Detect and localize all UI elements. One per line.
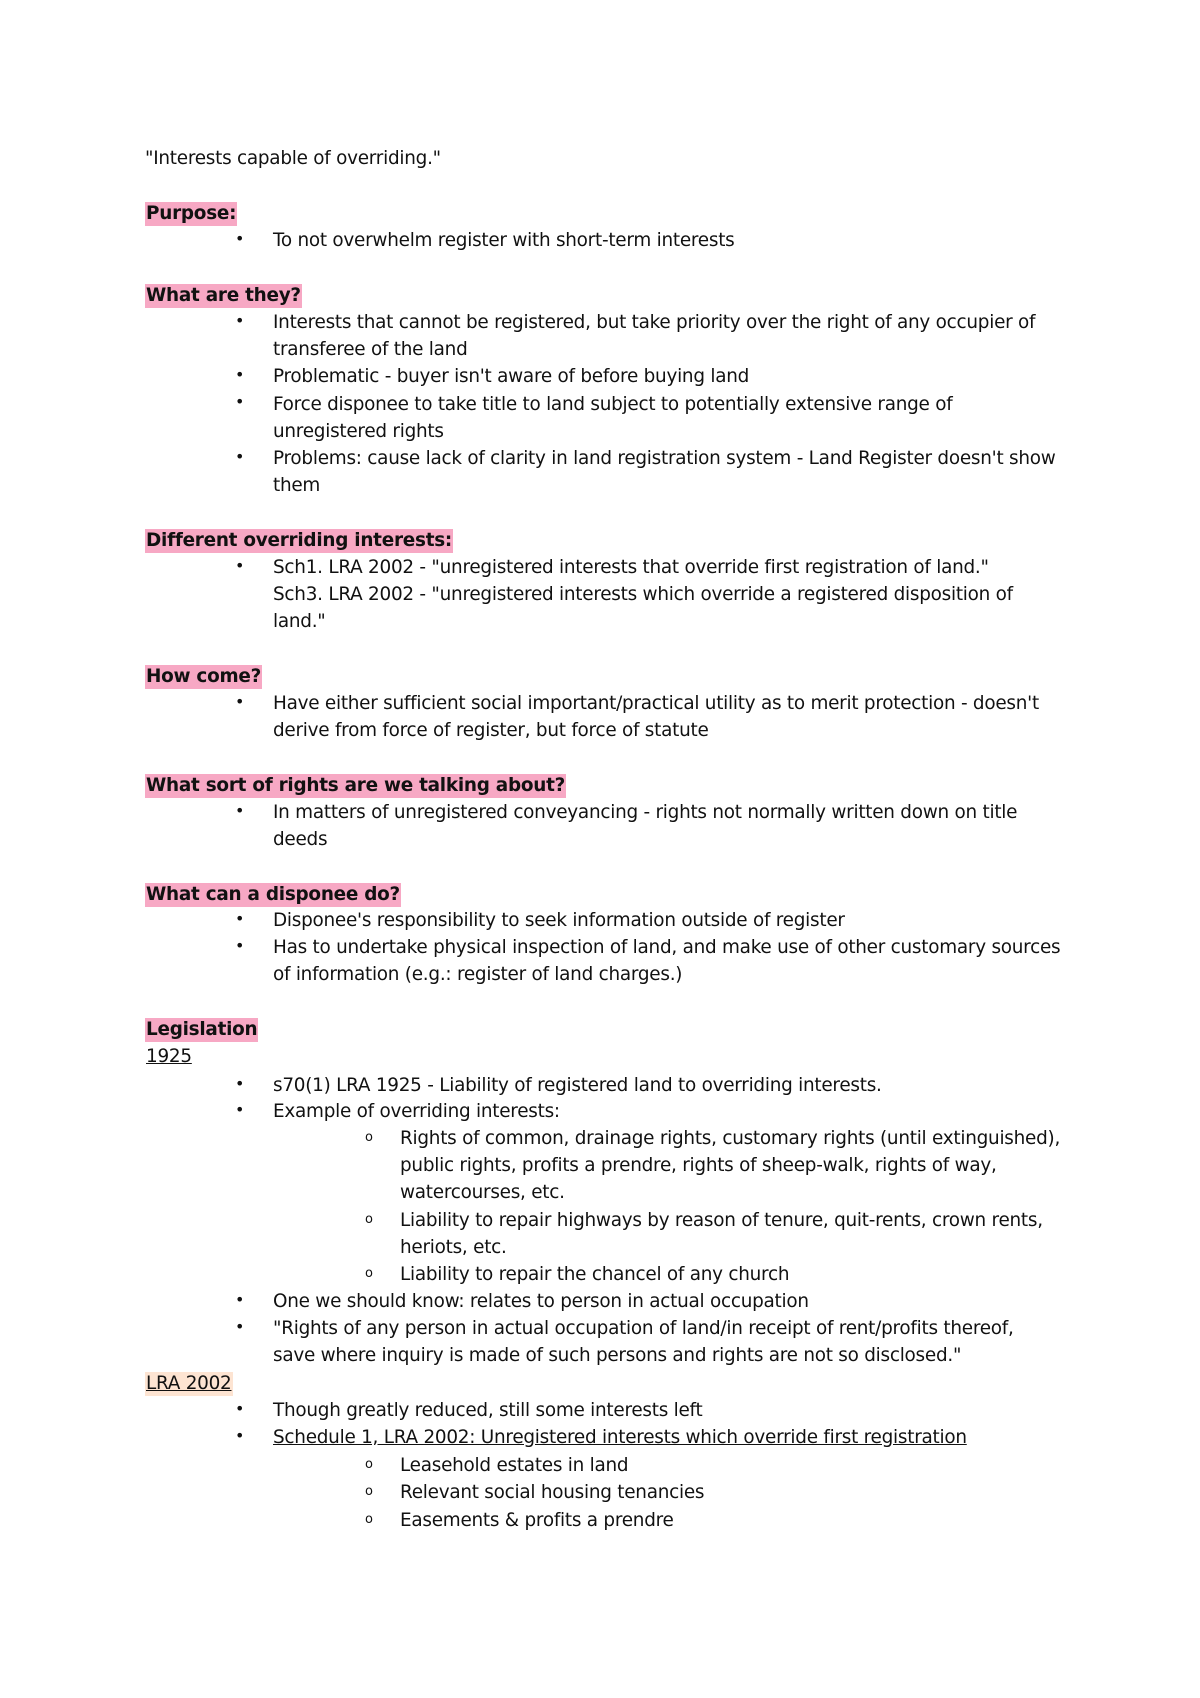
- list-item-continuation: them: [273, 475, 321, 496]
- sub-bullet-icon: o: [365, 1130, 373, 1145]
- bullet-icon: •: [235, 365, 245, 384]
- bullet-icon: •: [235, 1399, 245, 1418]
- document-title: "Interests capable of overriding.": [145, 148, 441, 169]
- list-item-continuation: land.": [273, 611, 326, 632]
- list-item: Interests that cannot be registered, but take priority over the right of any occupier of: [273, 312, 1036, 333]
- sub-list-item: Relevant social housing tenancies: [400, 1482, 705, 1503]
- sub-bullet-icon: o: [365, 1212, 373, 1227]
- schedule-1-heading: Schedule 1, LRA 2002: Unregistered interests which override first registration: [273, 1427, 967, 1448]
- heading-purpose: Purpose:: [146, 203, 237, 224]
- list-item-continuation: unregistered rights: [273, 421, 444, 442]
- bullet-icon: •: [235, 392, 245, 411]
- bullet-icon: •: [235, 692, 245, 711]
- list-item: Disponee's responsibility to seek information outside of register: [273, 910, 845, 931]
- sub-list-item: Leasehold estates in land: [400, 1455, 629, 1476]
- sub-list-item: Rights of common, drainage rights, customary rights (until extinguished),: [400, 1128, 1061, 1149]
- list-item-continuation: deeds: [273, 829, 328, 850]
- heading-what-sort-of-rights: What sort of rights are we talking about?: [146, 775, 566, 796]
- bullet-icon: •: [235, 1074, 245, 1093]
- sub-list-item-continuation: public rights, profits a prendre, rights of sheep-walk, rights of way,: [400, 1155, 997, 1176]
- list-item-continuation: transferee of the land: [273, 339, 468, 360]
- list-item: Have either sufficient social important/practical utility as to merit protection - doesn't: [273, 693, 1039, 714]
- sub-list-item: Easements & profits a prendre: [400, 1510, 674, 1531]
- purpose-item: To not overwhelm register with short-term interests: [273, 230, 735, 251]
- heading-what-are-they: What are they?: [146, 285, 301, 306]
- bullet-icon: •: [235, 229, 245, 248]
- list-item: Has to undertake physical inspection of land, and make use of other customary sources: [273, 937, 1061, 958]
- bullet-icon: •: [235, 556, 245, 575]
- sub-list-item-continuation: heriots, etc.: [400, 1237, 507, 1258]
- bullet-icon: •: [235, 909, 245, 928]
- sub-list-item: Liability to repair the chancel of any church: [400, 1264, 790, 1285]
- sub-bullet-icon: o: [365, 1484, 373, 1499]
- sub-list-item: Liability to repair highways by reason of tenure, quit-rents, crown rents,: [400, 1210, 1043, 1231]
- bullet-icon: •: [235, 447, 245, 466]
- bullet-icon: •: [235, 936, 245, 955]
- list-item: Example of overriding interests:: [273, 1101, 560, 1122]
- list-item: Sch1. LRA 2002 - "unregistered interests that override first registration of land.": [273, 557, 989, 578]
- bullet-icon: •: [235, 801, 245, 820]
- sub-bullet-icon: o: [365, 1266, 373, 1281]
- bullet-icon: •: [235, 1317, 245, 1336]
- list-item: "Rights of any person in actual occupation of land/in receipt of rent/profits thereof,: [273, 1318, 1014, 1339]
- subheading-lra-2002: LRA 2002: [146, 1373, 232, 1394]
- sub-list-item-continuation: watercourses, etc.: [400, 1182, 565, 1203]
- list-item: Though greatly reduced, still some interests left: [273, 1400, 703, 1421]
- bullet-icon: •: [235, 1426, 245, 1445]
- list-item-continuation: derive from force of register, but force of statute: [273, 720, 709, 741]
- heading-different-overriding-interests: Different overriding interests:: [146, 530, 453, 551]
- list-item: Problematic - buyer isn't aware of before buying land: [273, 366, 750, 387]
- bullet-icon: •: [235, 1100, 245, 1119]
- sub-bullet-icon: o: [365, 1512, 373, 1527]
- list-item-continuation: save where inquiry is made of such persons and rights are not so disclosed.": [273, 1345, 962, 1366]
- list-item: One we should know: relates to person in actual occupation: [273, 1291, 809, 1312]
- sub-bullet-icon: o: [365, 1457, 373, 1472]
- list-item: Problems: cause lack of clarity in land registration system - Land Register doesn't show: [273, 448, 1056, 469]
- bullet-icon: •: [235, 311, 245, 330]
- list-item: s70(1) LRA 1925 - Liability of registered land to overriding interests.: [273, 1075, 882, 1096]
- heading-legislation: Legislation: [146, 1019, 258, 1040]
- list-item-continuation: of information (e.g.: register of land charges.): [273, 964, 683, 985]
- list-item: Force disponee to take title to land subject to potentially extensive range of: [273, 394, 953, 415]
- heading-what-can-a-disponee-do: What can a disponee do?: [146, 884, 400, 905]
- list-item-continuation: Sch3. LRA 2002 - "unregistered interests which override a registered disposition of: [273, 584, 1013, 605]
- list-item: In matters of unregistered conveyancing - rights not normally written down on title: [273, 802, 1018, 823]
- subheading-1925: 1925: [146, 1046, 192, 1067]
- bullet-icon: •: [235, 1290, 245, 1309]
- heading-how-come: How come?: [146, 666, 262, 687]
